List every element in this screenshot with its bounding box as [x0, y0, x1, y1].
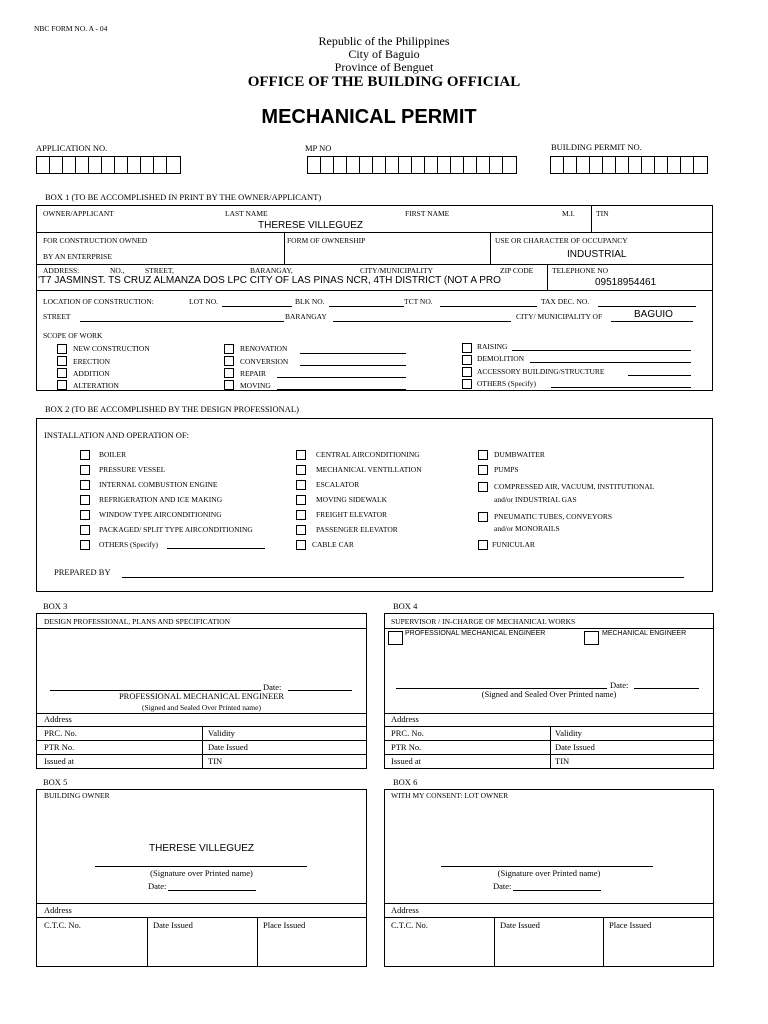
moving-sidewalk-label: MOVING SIDEWALK: [316, 495, 388, 504]
box5-title: BUILDING OWNER: [44, 791, 110, 800]
box3-ptr-label: PTR No.: [44, 742, 75, 752]
box4-prc-label: PRC. No.: [391, 728, 424, 738]
for-construction-label: FOR CONSTRUCTION OWNED: [43, 236, 148, 245]
box4-ptr-label: PTR No.: [391, 742, 422, 752]
central-ac-label: CENTRAL AIRCONDITIONING: [316, 450, 420, 459]
demolition-checkbox[interactable]: [462, 355, 472, 365]
funicular-label: FUNICULAR: [492, 540, 535, 549]
raising-checkbox[interactable]: [462, 343, 472, 353]
box4-me-label: MECHANICAL ENGINEER: [602, 630, 687, 637]
mechanical-ventilation-checkbox[interactable]: [296, 465, 306, 475]
pneumatic-label-2: and/or MONORAILS: [494, 524, 560, 533]
box5-signature-line[interactable]: [95, 866, 307, 867]
box3-prc-label: PRC. No.: [44, 728, 77, 738]
box4-tin-label: TIN: [555, 756, 570, 766]
conversion-label: CONVERSION: [240, 357, 289, 366]
box4-signed-label: (Signed and Sealed Over Printed name): [481, 689, 617, 699]
accessory-label: ACCESSORY BUILDING/STRUCTURE: [477, 367, 605, 376]
alteration-label: ALTERATION: [73, 381, 119, 390]
use-character-value[interactable]: INDUSTRIAL: [567, 249, 627, 260]
freight-elevator-label: FREIGHT ELEVATOR: [316, 510, 388, 519]
funicular-checkbox[interactable]: [478, 540, 488, 550]
internal-combustion-checkbox[interactable]: [80, 480, 90, 490]
new-construction-checkbox[interactable]: [57, 344, 67, 354]
box5-date-label: Date:: [148, 881, 167, 891]
pumps-checkbox[interactable]: [478, 465, 488, 475]
barangay-label: BARANGAY: [285, 312, 327, 321]
box6-address-label: Address: [391, 905, 419, 915]
box3-issued-at-label: Issued at: [44, 756, 74, 766]
box5-owner-name-value[interactable]: THERESE VILLEGUEZ: [148, 843, 255, 854]
escalator-checkbox[interactable]: [296, 480, 306, 490]
new-construction-label: NEW CONSTRUCTION: [73, 344, 150, 353]
box6-place-issued-label: Place Issued: [609, 920, 652, 930]
box5-date-issued-label: Date Issued: [153, 920, 193, 930]
telephone-value[interactable]: 09518954461: [595, 277, 657, 288]
pneumatic-checkbox[interactable]: [478, 512, 488, 522]
box4-date-label: Date:: [610, 680, 629, 690]
moving-sidewalk-checkbox[interactable]: [296, 495, 306, 505]
office-title: OFFICE OF THE BUILDING OFFICIAL: [247, 74, 521, 90]
box5-label: BOX 5: [43, 777, 68, 787]
passenger-elevator-checkbox[interactable]: [296, 525, 306, 535]
packaged-ac-checkbox[interactable]: [80, 525, 90, 535]
box4-pme-checkbox[interactable]: [388, 631, 403, 645]
prepared-by-line[interactable]: [122, 577, 684, 578]
demolition-label: DEMOLITION: [477, 354, 525, 363]
address-barangay-label: BARANGAY,: [250, 266, 293, 275]
tax-dec-label: TAX DEC. NO.: [541, 297, 590, 306]
box6-signature-label: (Signature over Printed name): [497, 868, 601, 878]
last-name-label: LAST NAME: [225, 209, 268, 218]
box3-signed-label: (Signed and Sealed Over Printed name): [142, 703, 261, 712]
blk-no-label: BLK NO.: [295, 297, 325, 306]
lot-no-label: LOT NO.: [189, 297, 219, 306]
owner-name-value[interactable]: THERESE VILLEGUEZ: [258, 220, 364, 231]
accessory-checkbox[interactable]: [462, 367, 472, 377]
others-scope-checkbox[interactable]: [462, 379, 472, 389]
boiler-label: BOILER: [99, 450, 127, 459]
location-label: LOCATION OF CONSTRUCTION:: [43, 297, 154, 306]
box6-date-label: Date:: [493, 881, 512, 891]
box3-date-label: Date:: [263, 682, 282, 692]
central-ac-checkbox[interactable]: [296, 450, 306, 460]
box3-label: BOX 3: [43, 601, 68, 611]
compressed-air-label: COMPRESSED AIR, VACUUM, INSTITUTIONAL: [494, 482, 655, 491]
dumbwaiter-checkbox[interactable]: [478, 450, 488, 460]
cable-car-label: CABLE CAR: [312, 540, 354, 549]
building-permit-no-field[interactable]: [550, 156, 708, 174]
application-no-field[interactable]: [36, 156, 181, 174]
box3-title: DESIGN PROFESSIONAL, PLANS AND SPECIFICATION: [44, 617, 231, 626]
street-label: STREET: [43, 312, 71, 321]
box3-pme-label: PROFESSIONAL MECHANICAL ENGINEER: [118, 691, 285, 701]
box2-heading: BOX 2 (TO BE ACCOMPLISHED BY THE DESIGN PROFESSIONAL): [45, 404, 299, 414]
by-enterprise-label: BY AN ENTERPRISE: [43, 252, 112, 261]
use-character-label: USE OR CHARACTER OF OCCUPANCY: [495, 236, 628, 245]
erection-checkbox[interactable]: [57, 356, 67, 366]
internal-combustion-label: INTERNAL COMBUSTION ENGINE: [99, 480, 218, 489]
application-no-label: APPLICATION NO.: [36, 143, 108, 153]
header-city: City of Baguio: [348, 47, 420, 61]
renovation-checkbox[interactable]: [224, 344, 234, 354]
cable-car-checkbox[interactable]: [296, 540, 306, 550]
header-province: Province of Benguet: [334, 60, 434, 74]
boiler-checkbox[interactable]: [80, 450, 90, 460]
compressed-air-checkbox[interactable]: [478, 482, 488, 492]
pressure-vessel-label: PRESSURE VESSEL: [99, 465, 166, 474]
form-number: NBC FORM NO. A - 04: [34, 24, 108, 33]
window-ac-label: WINDOW TYPE AIRCONDITIONING: [99, 510, 222, 519]
dumbwaiter-label: DUMBWAITER: [494, 450, 545, 459]
box5: [36, 789, 367, 967]
building-permit-no-label: BUILDING PERMIT NO.: [551, 142, 642, 152]
mi-label: M.I.: [562, 209, 575, 218]
box3-validity-label: Validity: [208, 728, 235, 738]
others-install-label: OTHERS (Specify): [99, 540, 158, 549]
box4-issued-at-label: Issued at: [391, 756, 421, 766]
repair-checkbox[interactable]: [224, 368, 234, 378]
passenger-elevator-label: PASSENGER ELEVATOR: [316, 525, 398, 534]
moving-label: MOVING: [240, 381, 271, 390]
box6-date-issued-label: Date Issued: [500, 920, 540, 930]
box6-label: BOX 6: [393, 777, 418, 787]
conversion-checkbox[interactable]: [224, 356, 234, 366]
form-of-ownership-label: FORM OF OWNERSHIP: [287, 236, 366, 245]
city-value[interactable]: BAGUIO: [634, 309, 673, 320]
repair-label: REPAIR: [240, 369, 266, 378]
others-scope-label: OTHERS (Specify): [477, 379, 536, 388]
header-republic: Republic of the Philippines: [318, 34, 450, 48]
page-title: MECHANICAL PERMIT: [261, 106, 477, 128]
tct-no-label: TCT NO.: [404, 297, 433, 306]
box3-tin-label: TIN: [208, 756, 223, 766]
box6: [384, 789, 714, 967]
box5-signature-label: (Signature over Printed name): [150, 868, 253, 878]
escalator-label: ESCALATOR: [316, 480, 360, 489]
addition-label: ADDITION: [73, 369, 110, 378]
first-name-label: FIRST NAME: [405, 209, 450, 218]
mp-no-label: MP NO: [305, 143, 332, 153]
erection-label: ERECTION: [73, 357, 111, 366]
window-ac-checkbox[interactable]: [80, 510, 90, 520]
freight-elevator-checkbox[interactable]: [296, 510, 306, 520]
box6-title: WITH MY CONSENT: LOT OWNER: [391, 791, 509, 800]
box2: [36, 418, 713, 592]
box5-ctc-label: C.T.C. No.: [44, 920, 81, 930]
raising-label: RAISING: [477, 342, 508, 351]
box4-date-issued-label: Date Issued: [555, 742, 595, 752]
installation-label: INSTALLATION AND OPERATION OF:: [44, 430, 189, 440]
box5-place-issued-label: Place Issued: [263, 920, 306, 930]
box4-validity-label: Validity: [555, 728, 582, 738]
box6-ctc-label: C.T.C. No.: [391, 920, 428, 930]
city-municipality-label: CITY/ MUNICIPALITY OF: [516, 312, 603, 321]
address-label: ADDRESS:: [43, 266, 80, 275]
pressure-vessel-checkbox[interactable]: [80, 465, 90, 475]
box3-address-label: Address: [44, 714, 72, 724]
moving-checkbox[interactable]: [224, 380, 234, 390]
addition-checkbox[interactable]: [57, 368, 67, 378]
alteration-checkbox[interactable]: [57, 380, 67, 390]
others-install-checkbox[interactable]: [80, 540, 90, 550]
pumps-label: PUMPS: [494, 465, 519, 474]
box6-signature-line[interactable]: [441, 866, 653, 867]
tin-label: TIN: [596, 209, 609, 218]
box4-pme-label: PROFESSIONAL MECHANICAL ENGINEER: [405, 630, 546, 637]
mp-no-field[interactable]: [307, 156, 517, 174]
scope-of-work-label: SCOPE OF WORK: [43, 331, 103, 340]
telephone-label: TELEPHONE NO: [552, 266, 609, 275]
box4-me-checkbox[interactable]: [584, 631, 599, 645]
zip-code-label: ZIP CODE: [500, 266, 534, 275]
address-no-label: NO.,: [110, 266, 125, 275]
mechanical-ventilation-label: MECHANICAL VENTILLATION: [316, 465, 422, 474]
address-city-label: CITY/MUNICIPALITY: [360, 266, 434, 275]
pneumatic-label: PNEUMATIC TUBES, CONVEYORS: [494, 512, 613, 521]
box3-date-issued-label: Date Issued: [208, 742, 248, 752]
compressed-air-label-2: and/or INDUSTRIAL GAS: [494, 495, 577, 504]
box5-address-label: Address: [44, 905, 72, 915]
renovation-label: RENOVATION: [240, 344, 288, 353]
box4-title: SUPERVISOR / IN-CHARGE OF MECHANICAL WORKS: [391, 617, 576, 626]
box4-address-label: Address: [391, 714, 419, 724]
address-street-label: STREET,: [145, 266, 174, 275]
refrigeration-label: REFRIGERATION AND ICE MAKING: [99, 495, 223, 504]
box1-heading: BOX 1 (TO BE ACCOMPLISHED IN PRINT BY THE OWNER/APPLICANT): [45, 192, 322, 202]
box4-label: BOX 4: [393, 601, 418, 611]
prepared-by-label: PREPARED BY: [54, 567, 111, 577]
packaged-ac-label: PACKAGED/ SPLIT TYPE AIRCONDITIONING: [99, 525, 253, 534]
refrigeration-checkbox[interactable]: [80, 495, 90, 505]
address-value[interactable]: 'T7 JASMINST. TS CRUZ ALMANZA DOS LPC CITY OF LAS PINAS NCR, 4TH DISTRICT (NOT A PRO: [38, 275, 501, 286]
owner-applicant-label: OWNER/APPLICANT: [43, 209, 114, 218]
